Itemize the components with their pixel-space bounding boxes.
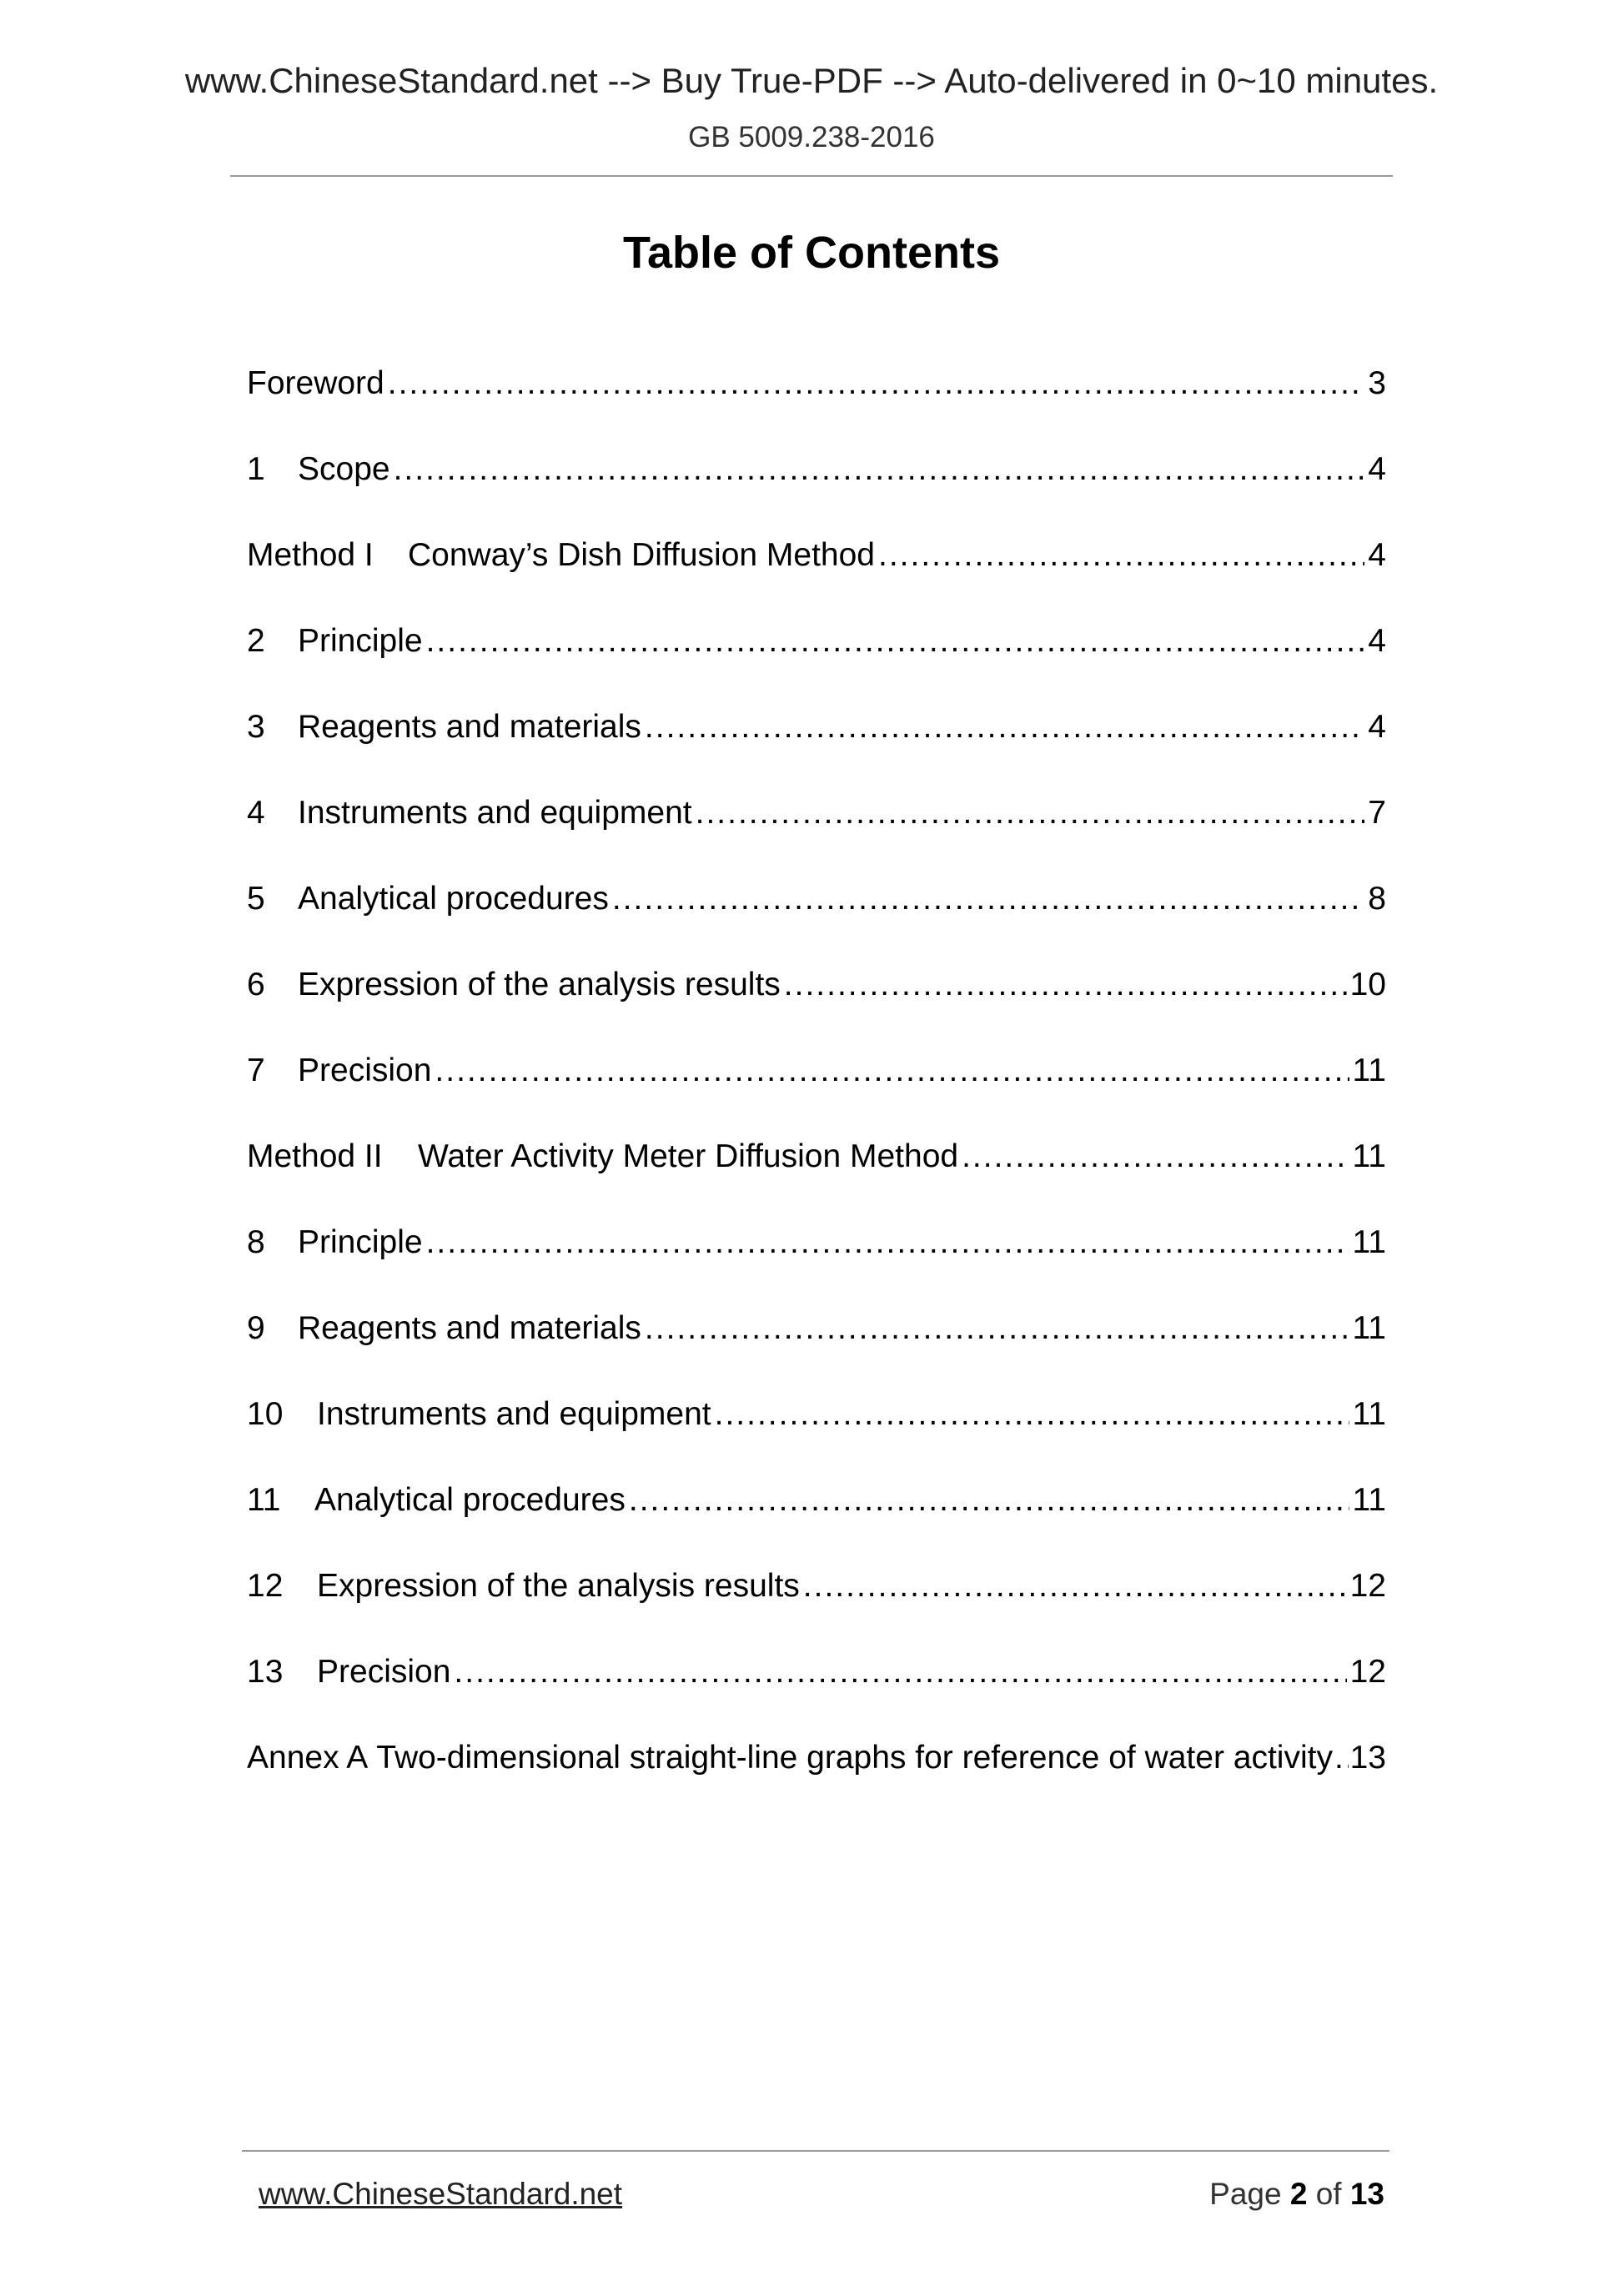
toc-entry-label: Precision <box>317 1654 451 1690</box>
toc-entry-label: Instruments and equipment <box>298 795 692 831</box>
toc-entry-expression[interactable] <box>247 962 1386 1048</box>
toc-entry-label: Water Activity Meter Diffusion Method <box>418 1138 959 1174</box>
toc-entry-page: 4 <box>1368 451 1386 487</box>
toc-entry-label: Analytical procedures <box>298 881 609 917</box>
toc-entry-number: 1 <box>247 451 265 487</box>
toc-leader-dots <box>803 1563 1347 1610</box>
footer-divider <box>242 2150 1389 2152</box>
toc-entry-page: 7 <box>1368 795 1386 831</box>
toc-entry-page: 12 <box>1349 1654 1386 1690</box>
toc-entry-method-1[interactable] <box>247 532 1386 618</box>
page-of: of <box>1315 2177 1342 2211</box>
toc-entry-foreword[interactable] <box>247 360 1386 446</box>
toc-leader-dots <box>394 446 1365 493</box>
toc-entry-instruments[interactable] <box>247 790 1386 876</box>
toc-entry-number: 6 <box>247 967 265 1002</box>
header-banner: www.ChineseStandard.net --> Buy True-PDF --> Auto-delivered in 0~10 minutes. <box>184 61 1439 100</box>
toc-entry-label: Reagents and materials <box>298 709 641 745</box>
toc-entry-label: Principle <box>298 1224 423 1260</box>
toc-leader-dots <box>878 532 1364 579</box>
toc-entry-page: 4 <box>1368 537 1386 573</box>
toc-entry-page: 4 <box>1368 709 1386 745</box>
toc-entry-instruments-2[interactable] <box>247 1391 1386 1477</box>
standard-number: GB 5009.238-2016 <box>688 121 935 153</box>
toc-entry-principle[interactable] <box>247 618 1386 704</box>
toc-entry-number: 11 <box>247 1482 281 1518</box>
toc-entry-label: Scope <box>298 451 390 487</box>
toc-entry-number: 3 <box>247 709 265 745</box>
toc-entry-reagents-2[interactable] <box>247 1305 1386 1391</box>
toc-leader-dots <box>1334 1735 1349 1781</box>
toc-leader-dots <box>388 360 1365 407</box>
footer-website-link[interactable]: www.ChineseStandard.net <box>259 2177 623 2211</box>
toc-entry-number: Annex A <box>247 1740 369 1776</box>
toc-entry-annex-a[interactable] <box>247 1735 1386 1821</box>
toc-entry-number: 5 <box>247 881 265 917</box>
toc-entry-precision[interactable] <box>247 1048 1386 1133</box>
toc-leader-dots <box>715 1391 1349 1438</box>
page-title: Table of Contents <box>623 228 1000 278</box>
toc-entry-label: Principle <box>298 623 423 659</box>
toc-entry-page: 11 <box>1352 1482 1386 1518</box>
toc-entry-number: 2 <box>247 623 265 659</box>
toc-leader-dots <box>612 876 1364 922</box>
toc-entry-number: 4 <box>247 795 265 831</box>
toc-entry-procedures-2[interactable] <box>247 1477 1386 1563</box>
toc-entry-procedures[interactable] <box>247 876 1386 962</box>
toc-entry-page: 11 <box>1352 1053 1386 1088</box>
toc-entry-page: 11 <box>1352 1396 1386 1432</box>
toc-entry-page: 10 <box>1349 967 1386 1002</box>
toc-entry-label: Instruments and equipment <box>317 1396 711 1432</box>
toc-entry-number: 7 <box>247 1053 265 1088</box>
toc-entry-page: 13 <box>1349 1740 1386 1776</box>
toc-leader-dots <box>629 1477 1349 1524</box>
page-total: 13 <box>1349 2177 1384 2211</box>
toc-list <box>247 360 1386 1821</box>
header-divider <box>230 175 1393 177</box>
toc-leader-dots <box>645 1305 1349 1352</box>
toc-entry-label: Expression of the analysis results <box>298 967 781 1002</box>
toc-entry-page: 11 <box>1352 1138 1386 1174</box>
toc-entry-number: Method I <box>247 537 374 573</box>
toc-entry-page: 11 <box>1352 1310 1386 1346</box>
toc-entry-number: 12 <box>247 1568 284 1604</box>
toc-entry-label: Two-dimensional straight-line graphs for reference of water activity <box>376 1740 1333 1776</box>
toc-entry-expression-2[interactable] <box>247 1563 1386 1649</box>
toc-entry-page: 8 <box>1368 881 1386 917</box>
toc-entry-label: Reagents and materials <box>298 1310 641 1346</box>
toc-leader-dots <box>426 618 1365 665</box>
toc-entry-page: 12 <box>1349 1568 1386 1604</box>
toc-entry-method-2[interactable] <box>247 1133 1386 1219</box>
toc-entry-scope[interactable] <box>247 446 1386 532</box>
toc-leader-dots <box>696 790 1365 837</box>
toc-entry-number: Method II <box>247 1138 383 1174</box>
toc-leader-dots <box>454 1649 1346 1696</box>
toc-entry-page: 3 <box>1368 365 1386 401</box>
toc-leader-dots <box>435 1048 1349 1094</box>
toc-leader-dots <box>784 962 1347 1008</box>
toc-entry-label: Foreword <box>247 365 384 401</box>
toc-leader-dots <box>645 704 1364 751</box>
toc-entry-label: Expression of the analysis results <box>317 1568 800 1604</box>
toc-leader-dots <box>426 1219 1349 1266</box>
toc-entry-principle-2[interactable] <box>247 1219 1386 1305</box>
toc-entry-label: Precision <box>298 1053 432 1088</box>
toc-entry-label: Analytical procedures <box>314 1482 626 1518</box>
page-current: 2 <box>1289 2177 1308 2211</box>
toc-entry-reagents[interactable] <box>247 704 1386 790</box>
toc-entry-page: 4 <box>1368 623 1386 659</box>
page-prefix: Page <box>1209 2177 1282 2211</box>
toc-entry-page: 11 <box>1352 1224 1386 1260</box>
toc-entry-number: 13 <box>247 1654 284 1690</box>
toc-entry-precision-2[interactable] <box>247 1649 1386 1735</box>
page-indicator <box>1209 2178 1384 2209</box>
toc-entry-number: 10 <box>247 1396 284 1432</box>
toc-leader-dots <box>962 1133 1349 1180</box>
toc-entry-number: 8 <box>247 1224 265 1260</box>
toc-entry-label: Conway’s Dish Diffusion Method <box>408 537 875 573</box>
toc-entry-number: 9 <box>247 1310 265 1346</box>
